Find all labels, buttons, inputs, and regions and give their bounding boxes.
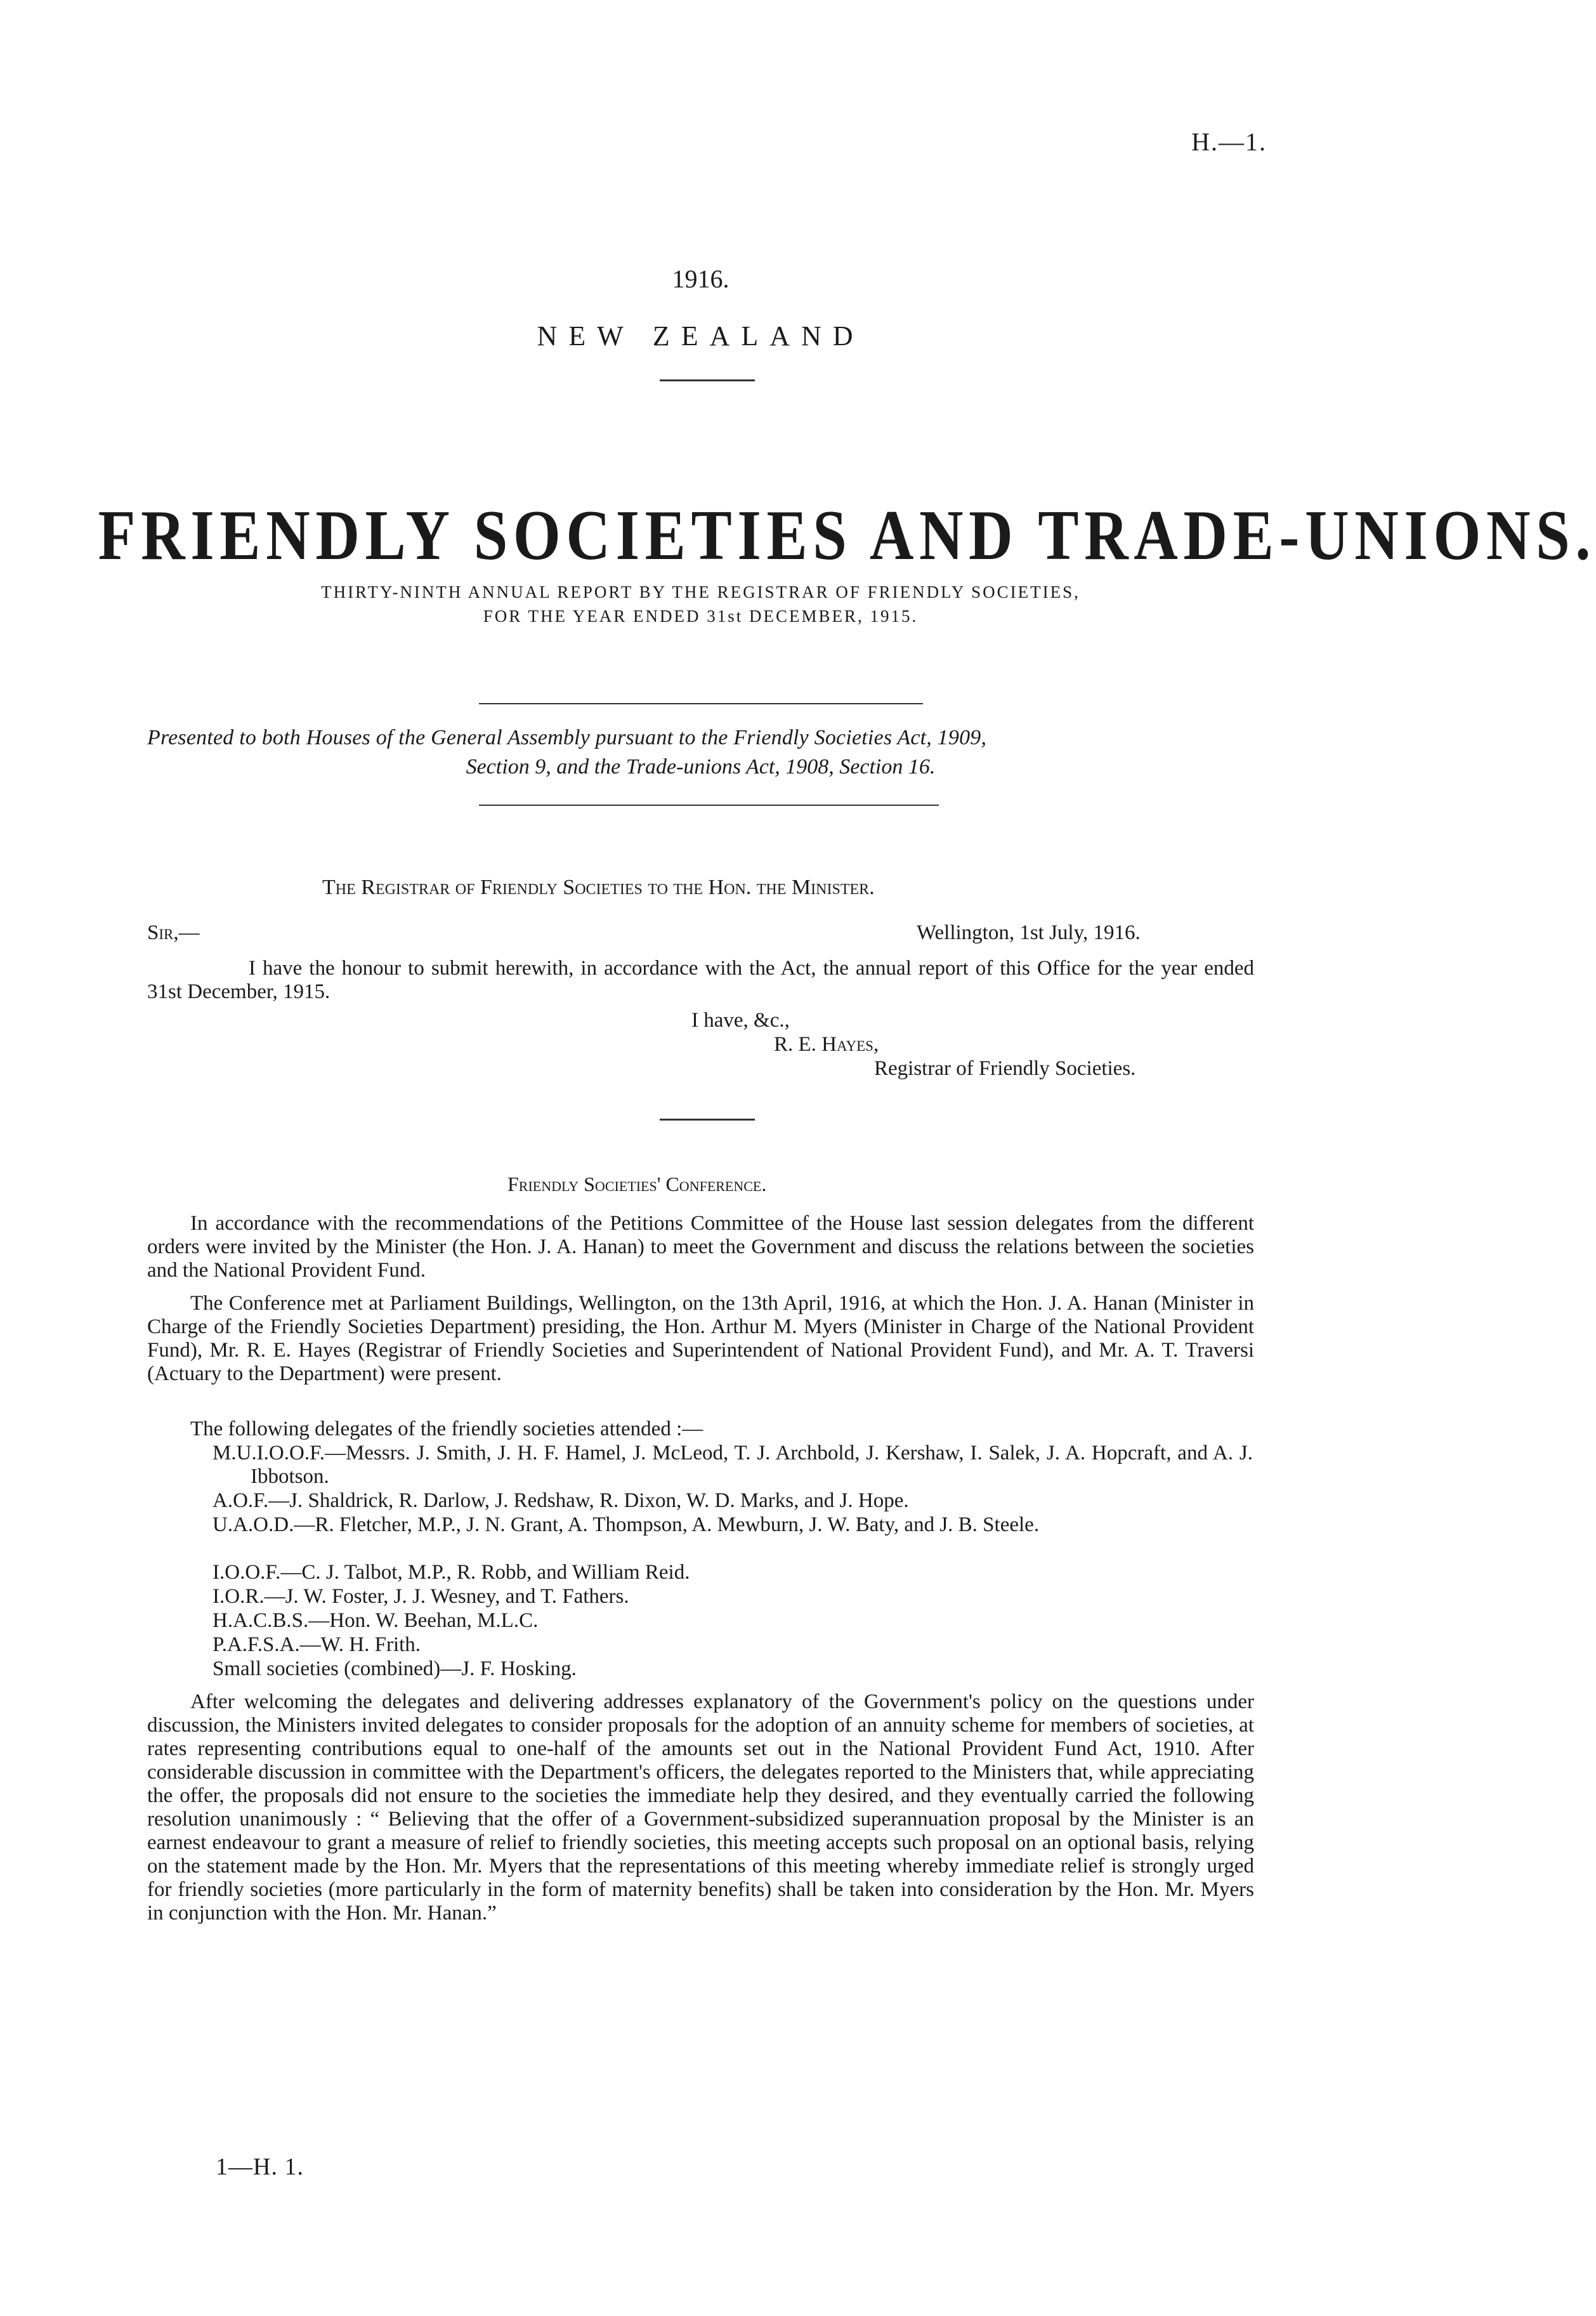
country: NEW ZEALAND [537,320,865,352]
letter-salutation: Sir,— [147,921,200,944]
presented-statement [147,723,1254,782]
footer-reference: 1—H. 1. [216,2154,304,2180]
conference-para-4: After welcoming the delegates and delivering addresses explanatory of the Government's policy on the questions under discussion, the Ministers invited delegates to consider proposals for the adoption of an annuity scheme for members of societies, at rates representing contributions equal to one-half of the amounts set out in the National Provident Fund Act, 1910. After considerable discussion in committee with the Department's officers, the delegates reported to the Ministers that, while appreciating the offer, the proposals did not ensure to the societies the immediate help they desired, and they eventually carried the following resolution unanimously : “ Believing that the offer of a Government-subsidized superannuation proposal by the Minister is an earnest endeavour to grant a measure of relief to friendly societies, this meeting accepts such proposal on an optional basis, relying on the statement made by the Hon. Mr. Myers that the representations of this meeting whereby immediate relief is strongly urged for friendly societies (more particularly in the form of maternity benefits) shall be taken into consideration by the Hon. Mr. Myers in conjunction with the Hon. Mr. Hanan.” [147,1690,1254,1925]
divider-rule [479,703,923,704]
conference-para-2: The Conference met at Parliament Buildings, Wellington, on the 13th April, 1916, at which the Hon. J. A. Hanan (Minister in Charge of the Friendly Societies Department) presiding, the Hon. Arthur M. Myers (Minister in Charge of the National Provident Fund), Mr. R. E. Hayes (Registrar of Friendly Societies and Superintendent of National Provident Fund), and Mr. A. T. Traversi (Actuary to the Department) were present. [147,1292,1254,1385]
delegate-entry: I.O.R.—J. W. Foster, J. J. Wesney, and T. Fathers. [213,1585,629,1608]
letter-signatory-title: Registrar of Friendly Societies. [874,1057,1136,1080]
divider-rule [479,805,939,806]
report-subtitle-line1: THIRTY-NINTH ANNUAL REPORT BY THE REGISTRAR OF FRIENDLY SOCIETIES, [321,582,1080,602]
conference-heading: Friendly Societies' Conference. [507,1173,767,1195]
presented-line1: Presented to both Houses of the General Assembly pursuant to the Friendly Societies Act, 1909, [147,726,987,749]
report-title: FRIENDLY SOCIETIES AND TRADE-UNIONS. [98,496,1596,575]
delegate-entry: A.O.F.—J. Shaldrick, R. Darlow, J. Redshaw, R. Dixon, W. D. Marks, and J. Hope. [213,1489,909,1512]
delegate-entry: P.A.F.S.A.—W. H. Frith. [213,1633,421,1656]
conference-para-1: In accordance with the recommendations of the Petitions Committee of the House last session delegates from the different orders were invited by the Minister (the Hon. J. A. Hanan) to meet the Government and discuss the relations between the societies and the National Provident Fund. [147,1212,1254,1282]
letter-heading: The Registrar of Friendly Societies to the Hon. the Minister. [322,876,875,899]
divider-rule [660,379,755,381]
delegate-entry: Small societies (combined)—J. F. Hosking. [213,1657,577,1680]
letter-place-date: Wellington, 1st July, 1916. [917,921,1141,944]
letter-closing: I have, &c., [691,1009,790,1032]
delegate-entry: I.O.O.F.—C. J. Talbot, M.P., R. Robb, and William Reid. [213,1561,690,1584]
presented-line2: Section 9, and the Trade-unions Act, 1908, Section 16. [466,755,936,779]
delegate-entry: M.U.I.O.O.F.—Messrs. J. Smith, J. H. F. Hamel, J. McLeod, T. J. Archbold, J. Kershaw, I. Salek, J. A. Hopcraft, and A. J. Ibbotson. [213,1442,1253,1488]
delegate-entry: U.A.O.D.—R. Fletcher, M.P., J. N. Grant, A. Thompson, A. Mewburn, J. W. Baty, and J. B. Steele. [213,1513,1040,1536]
report-subtitle-line2: FOR THE YEAR ENDED 31st DECEMBER, 1915. [483,607,919,626]
letter-body: I have the honour to submit herewith, in accordance with the Act, the annual report of this Office for the year ended 31st December, 1915. [147,957,1254,1003]
divider-rule [660,1119,755,1121]
page-reference: H.—1. [1191,128,1267,156]
conference-para-3: The following delegates of the friendly societies attended :— [190,1418,703,1440]
year: 1916. [672,265,729,293]
letter-signatory: R. E. Hayes, [774,1033,879,1056]
delegate-entry: H.A.C.B.S.—Hon. W. Beehan, M.L.C. [213,1609,539,1632]
